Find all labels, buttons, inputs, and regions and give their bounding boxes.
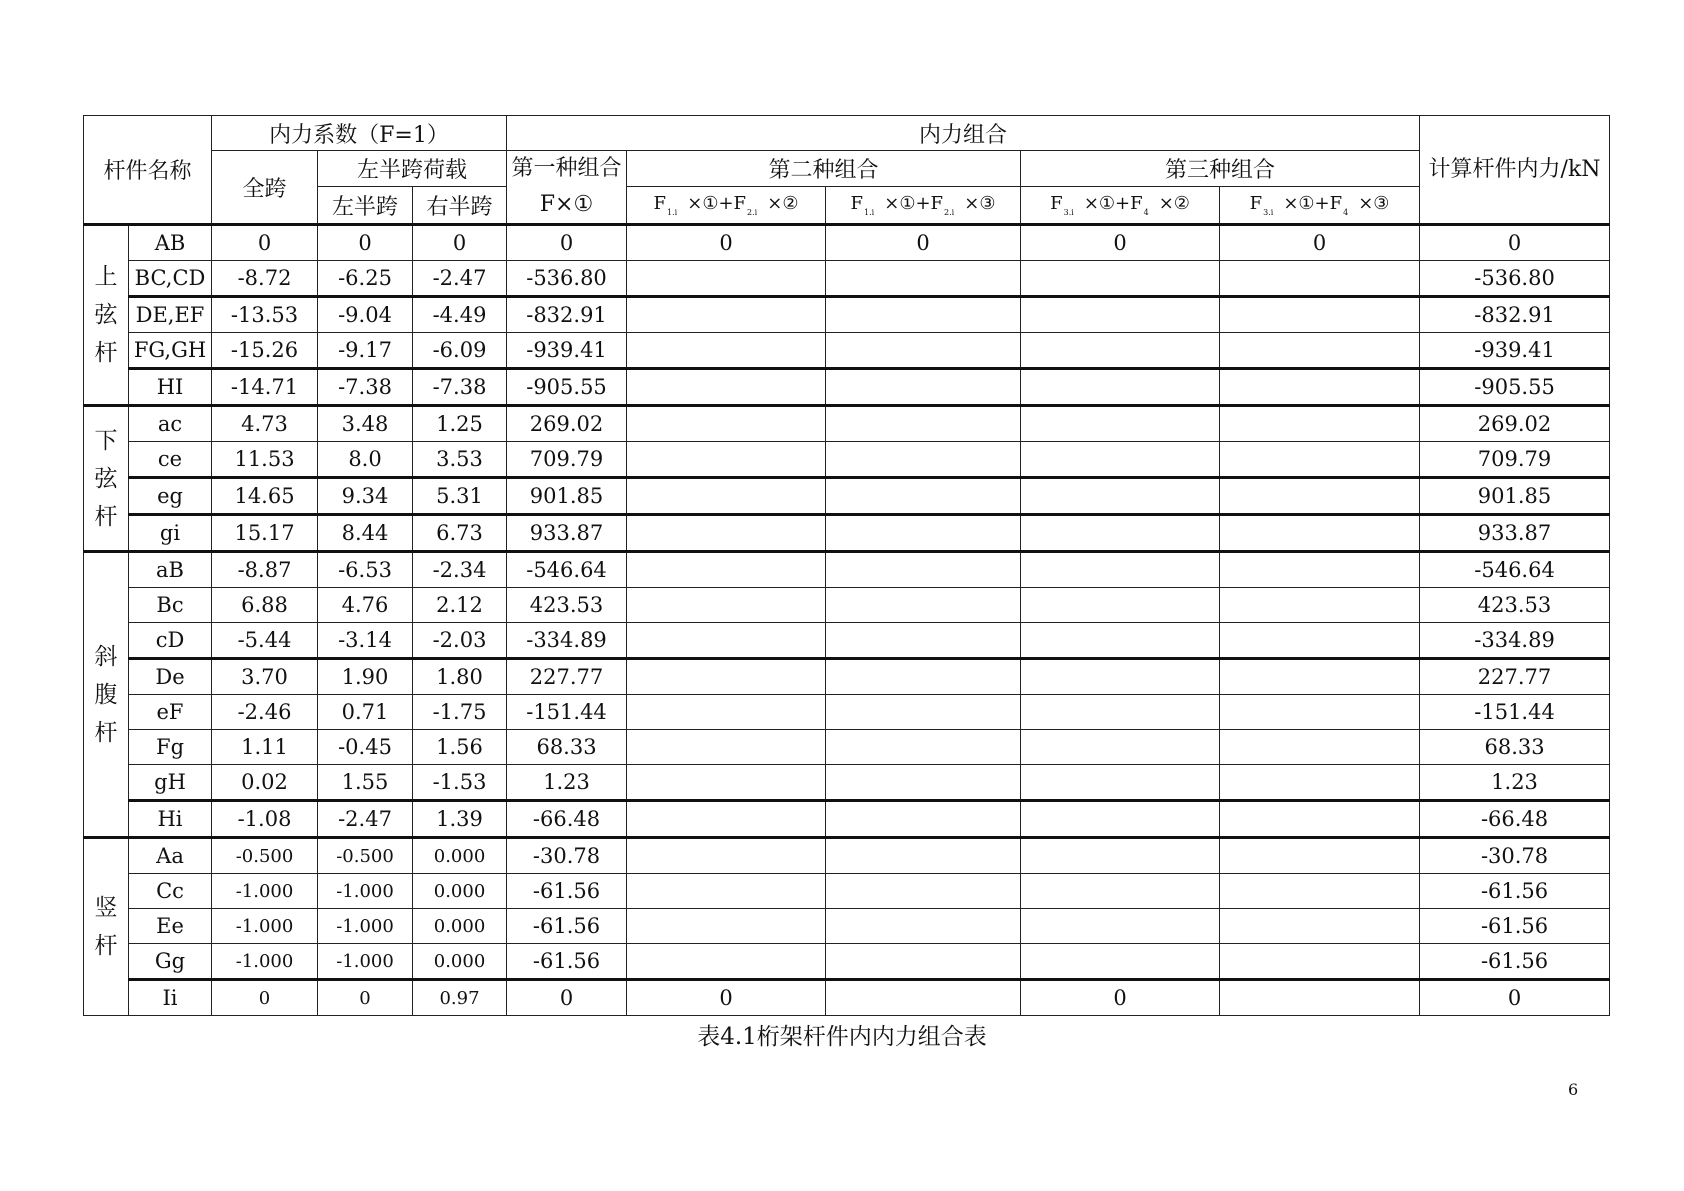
c3b-cell	[1220, 659, 1420, 695]
header-row-2	[84, 151, 1610, 187]
first-cell: -61.56	[507, 909, 627, 944]
c3b-cell	[1220, 588, 1420, 623]
c2b-cell	[826, 874, 1021, 909]
left-half-header: 左半跨	[318, 187, 413, 225]
c2b-cell	[826, 478, 1021, 515]
full-cell: -0.500	[212, 838, 318, 874]
calc-cell: 901.85	[1420, 478, 1610, 515]
full-cell: -14.71	[212, 369, 318, 406]
c3b-cell	[1220, 478, 1420, 515]
full-cell: -1.08	[212, 801, 318, 838]
full-cell: -5.44	[212, 623, 318, 659]
calc-cell: -30.78	[1420, 838, 1610, 874]
right-cell: 6.73	[413, 515, 507, 552]
c2a-cell	[627, 478, 826, 515]
full-cell: 15.17	[212, 515, 318, 552]
full-cell: 0	[212, 980, 318, 1016]
c2a-cell	[627, 909, 826, 944]
calc-cell: 0	[1420, 980, 1610, 1016]
table-row	[84, 261, 1610, 297]
right-cell: 0.000	[413, 909, 507, 944]
first-cell: 227.77	[507, 659, 627, 695]
c3a-cell	[1021, 659, 1220, 695]
c2a-cell	[627, 297, 826, 333]
member-cell: Aa	[129, 838, 212, 874]
member-cell: gi	[129, 515, 212, 552]
c3a-cell	[1021, 801, 1220, 838]
member-cell: Bc	[129, 588, 212, 623]
left-cell: 4.76	[318, 588, 413, 623]
table-row	[84, 406, 1610, 442]
table-row	[84, 659, 1610, 695]
left-cell: 1.90	[318, 659, 413, 695]
left-cell: -6.53	[318, 552, 413, 588]
c3a-cell	[1021, 515, 1220, 552]
c2a-cell	[627, 333, 826, 369]
left-cell: -9.17	[318, 333, 413, 369]
calc-cell: -832.91	[1420, 297, 1610, 333]
right-cell: -2.47	[413, 261, 507, 297]
c2a-cell	[627, 552, 826, 588]
first-cell: -905.55	[507, 369, 627, 406]
table-row	[84, 874, 1610, 909]
c3a-cell	[1021, 874, 1220, 909]
group-label-diagonal: 斜腹杆	[84, 552, 129, 838]
c2b-cell	[826, 297, 1021, 333]
left-half-load-header: 左半跨荷载	[318, 151, 507, 187]
full-cell: 14.65	[212, 478, 318, 515]
left-cell: 8.44	[318, 515, 413, 552]
full-cell: -1.000	[212, 874, 318, 909]
c3b-cell	[1220, 730, 1420, 765]
c3a-cell	[1021, 369, 1220, 406]
right-cell: 1.39	[413, 801, 507, 838]
right-cell: 5.31	[413, 478, 507, 515]
c2a-cell: 0	[627, 980, 826, 1016]
table-row	[84, 944, 1610, 980]
calc-cell: -939.41	[1420, 333, 1610, 369]
full-cell: 1.11	[212, 730, 318, 765]
c2b-cell	[826, 442, 1021, 478]
calc-cell: 709.79	[1420, 442, 1610, 478]
c2a-cell	[627, 588, 826, 623]
c2a-cell	[627, 730, 826, 765]
comb2a-header: $F_{1.i}$ $\times ①+F_{2.i}$ ×②	[627, 187, 826, 225]
right-cell: 2.12	[413, 588, 507, 623]
c2b-cell	[826, 730, 1021, 765]
c2b-cell	[826, 515, 1021, 552]
c2b-cell	[826, 944, 1021, 980]
full-cell: -1.000	[212, 944, 318, 980]
first-cell: 0	[507, 225, 627, 261]
member-cell: BC,CD	[129, 261, 212, 297]
left-cell: -7.38	[318, 369, 413, 406]
full-cell: -1.000	[212, 909, 318, 944]
first-cell: -151.44	[507, 695, 627, 730]
c2a-cell	[627, 623, 826, 659]
table-row	[84, 478, 1610, 515]
c2b-cell	[826, 801, 1021, 838]
calc-cell: -536.80	[1420, 261, 1610, 297]
member-cell: aB	[129, 552, 212, 588]
member-cell: Cc	[129, 874, 212, 909]
c3a-cell	[1021, 765, 1220, 801]
table-row	[84, 623, 1610, 659]
calc-cell: -905.55	[1420, 369, 1610, 406]
group-label-vertical: 竖杆	[84, 838, 129, 1016]
right-cell: -4.49	[413, 297, 507, 333]
c3b-cell	[1220, 838, 1420, 874]
member-cell: gH	[129, 765, 212, 801]
member-cell: Gg	[129, 944, 212, 980]
calc-cell: 227.77	[1420, 659, 1610, 695]
full-cell: -8.87	[212, 552, 318, 588]
table-row	[84, 333, 1610, 369]
member-cell: eg	[129, 478, 212, 515]
member-cell: ac	[129, 406, 212, 442]
left-cell: -2.47	[318, 801, 413, 838]
c2b-cell	[826, 909, 1021, 944]
c2a-cell	[627, 801, 826, 838]
c3b-cell	[1220, 333, 1420, 369]
c3a-cell	[1021, 909, 1220, 944]
c2b-cell	[826, 552, 1021, 588]
c2a-cell	[627, 695, 826, 730]
right-cell: -2.03	[413, 623, 507, 659]
right-cell: -6.09	[413, 333, 507, 369]
c3b-cell	[1220, 623, 1420, 659]
right-cell: -7.38	[413, 369, 507, 406]
right-cell: 3.53	[413, 442, 507, 478]
full-cell: -15.26	[212, 333, 318, 369]
table-row	[84, 442, 1610, 478]
c2b-cell	[826, 838, 1021, 874]
member-cell: FG,GH	[129, 333, 212, 369]
comb2b-header: $F_{1.i}$ $\times ①+F_{2.i}$ ×③	[826, 187, 1021, 225]
c3a-cell	[1021, 552, 1220, 588]
c2b-cell	[826, 980, 1021, 1016]
c3b-cell	[1220, 552, 1420, 588]
second-comb-header: 第二种组合	[627, 151, 1021, 187]
c2a-cell	[627, 406, 826, 442]
left-cell: 0	[318, 225, 413, 261]
calc-cell: -546.64	[1420, 552, 1610, 588]
right-cell: -1.53	[413, 765, 507, 801]
left-cell: 1.55	[318, 765, 413, 801]
full-cell: -2.46	[212, 695, 318, 730]
c3a-cell	[1021, 442, 1220, 478]
right-half-header: 右半跨	[413, 187, 507, 225]
first-cell: 0	[507, 980, 627, 1016]
right-cell: -2.34	[413, 552, 507, 588]
c3b-cell	[1220, 801, 1420, 838]
member-cell: cD	[129, 623, 212, 659]
comb3b-header: $F_{3.i}$ $\times ①+F_4$ ×③	[1220, 187, 1420, 225]
calc-cell: 1.23	[1420, 765, 1610, 801]
calc-cell: -334.89	[1420, 623, 1610, 659]
c3b-cell: 0	[1220, 225, 1420, 261]
c3a-cell	[1021, 297, 1220, 333]
table-row	[84, 980, 1610, 1016]
first-cell: 709.79	[507, 442, 627, 478]
first-cell: -61.56	[507, 874, 627, 909]
left-cell: 0	[318, 980, 413, 1016]
right-cell: 1.80	[413, 659, 507, 695]
page-number: 6	[1568, 1080, 1579, 1099]
comb3a-header: $F_{3.i}$ $\times ①+F_4$ ×②	[1021, 187, 1220, 225]
member-cell: Hi	[129, 801, 212, 838]
calc-cell: -61.56	[1420, 874, 1610, 909]
full-cell: 4.73	[212, 406, 318, 442]
c2b-cell	[826, 333, 1021, 369]
c3b-cell	[1220, 261, 1420, 297]
first-cell: -30.78	[507, 838, 627, 874]
group-label-bottom-chord: 下弦杆	[84, 406, 129, 552]
c2b-cell	[826, 588, 1021, 623]
first-cell: -546.64	[507, 552, 627, 588]
calc-cell: -151.44	[1420, 695, 1610, 730]
first-cell: -536.80	[507, 261, 627, 297]
c2a-cell	[627, 659, 826, 695]
group-label-top-chord: 上弦杆	[84, 225, 129, 406]
left-cell: 0.71	[318, 695, 413, 730]
c2a-cell: 0	[627, 225, 826, 261]
calc-cell: 0	[1420, 225, 1610, 261]
c3a-cell: 0	[1021, 225, 1220, 261]
table-caption: 表4.1桁架杆件内内力组合表	[697, 1024, 987, 1050]
c3b-cell	[1220, 695, 1420, 730]
table-row	[84, 730, 1610, 765]
first-cell: 1.23	[507, 765, 627, 801]
member-cell: ce	[129, 442, 212, 478]
c3b-cell	[1220, 909, 1420, 944]
calc-cell: 933.87	[1420, 515, 1610, 552]
c3b-cell	[1220, 442, 1420, 478]
first-cell: -832.91	[507, 297, 627, 333]
full-cell: 11.53	[212, 442, 318, 478]
left-cell: -0.45	[318, 730, 413, 765]
left-cell: 9.34	[318, 478, 413, 515]
left-cell: -1.000	[318, 909, 413, 944]
left-cell: 3.48	[318, 406, 413, 442]
c2a-cell	[627, 944, 826, 980]
c3b-cell	[1220, 406, 1420, 442]
header-row-1	[84, 116, 1610, 151]
table-row	[84, 369, 1610, 406]
table-row	[84, 801, 1610, 838]
c3a-cell	[1021, 730, 1220, 765]
member-name-header: 杆件名称	[84, 116, 212, 225]
calc-force-header: 计算杆件内力/kN	[1420, 116, 1610, 225]
c3b-cell	[1220, 515, 1420, 552]
c3a-cell	[1021, 944, 1220, 980]
third-comb-header: 第三种组合	[1021, 151, 1420, 187]
left-cell: -6.25	[318, 261, 413, 297]
first-cell: 901.85	[507, 478, 627, 515]
member-cell: De	[129, 659, 212, 695]
table-row	[84, 695, 1610, 730]
c2a-cell	[627, 442, 826, 478]
left-cell: -1.000	[318, 944, 413, 980]
c3a-cell	[1021, 588, 1220, 623]
first-cell: 933.87	[507, 515, 627, 552]
c2a-cell	[627, 261, 826, 297]
left-cell: 8.0	[318, 442, 413, 478]
c3b-cell	[1220, 944, 1420, 980]
first-comb-header: 第一种组合F×①	[507, 151, 627, 225]
table-row	[84, 838, 1610, 874]
full-cell: 0	[212, 225, 318, 261]
full-cell: -13.53	[212, 297, 318, 333]
member-cell: Ii	[129, 980, 212, 1016]
table-row	[84, 588, 1610, 623]
member-cell: AB	[129, 225, 212, 261]
right-cell: 0.97	[413, 980, 507, 1016]
member-cell: eF	[129, 695, 212, 730]
c3b-cell	[1220, 874, 1420, 909]
full-cell: 6.88	[212, 588, 318, 623]
c3a-cell	[1021, 838, 1220, 874]
first-cell: -66.48	[507, 801, 627, 838]
right-cell: 1.25	[413, 406, 507, 442]
c2b-cell	[826, 406, 1021, 442]
c3b-cell	[1220, 980, 1420, 1016]
member-cell: Ee	[129, 909, 212, 944]
first-cell: 269.02	[507, 406, 627, 442]
c3a-cell	[1021, 261, 1220, 297]
full-span-header: 全跨	[212, 151, 318, 225]
member-cell: Fg	[129, 730, 212, 765]
first-cell: -939.41	[507, 333, 627, 369]
calc-cell: -61.56	[1420, 944, 1610, 980]
full-cell: 0.02	[212, 765, 318, 801]
c3a-cell: 0	[1021, 980, 1220, 1016]
combination-header: 内力组合	[507, 116, 1420, 151]
right-cell: 0.000	[413, 944, 507, 980]
first-cell: -61.56	[507, 944, 627, 980]
table-row	[84, 515, 1610, 552]
full-cell: 3.70	[212, 659, 318, 695]
coef-header: 内力系数（F=1）	[212, 116, 507, 151]
right-cell: -1.75	[413, 695, 507, 730]
c2b-cell	[826, 369, 1021, 406]
c3a-cell	[1021, 333, 1220, 369]
c3a-cell	[1021, 478, 1220, 515]
c3b-cell	[1220, 297, 1420, 333]
member-cell: HI	[129, 369, 212, 406]
c2b-cell: 0	[826, 225, 1021, 261]
first-cell: -334.89	[507, 623, 627, 659]
calc-cell: -66.48	[1420, 801, 1610, 838]
calc-cell: -61.56	[1420, 909, 1610, 944]
c3a-cell	[1021, 623, 1220, 659]
first-cell: 423.53	[507, 588, 627, 623]
full-cell: -8.72	[212, 261, 318, 297]
c2b-cell	[826, 659, 1021, 695]
c2b-cell	[826, 261, 1021, 297]
table-row	[84, 552, 1610, 588]
right-cell: 0	[413, 225, 507, 261]
c2b-cell	[826, 765, 1021, 801]
first-cell: 68.33	[507, 730, 627, 765]
left-cell: -0.500	[318, 838, 413, 874]
c2a-cell	[627, 765, 826, 801]
table-row	[84, 297, 1610, 333]
c2b-cell	[826, 695, 1021, 730]
table-row	[84, 225, 1610, 261]
table-row	[84, 765, 1610, 801]
c2a-cell	[627, 369, 826, 406]
c3b-cell	[1220, 765, 1420, 801]
calc-cell: 269.02	[1420, 406, 1610, 442]
member-cell: DE,EF	[129, 297, 212, 333]
left-cell: -9.04	[318, 297, 413, 333]
c2a-cell	[627, 838, 826, 874]
c2a-cell	[627, 515, 826, 552]
right-cell: 0.000	[413, 874, 507, 909]
truss-force-table	[83, 115, 1610, 1016]
right-cell: 1.56	[413, 730, 507, 765]
table-row	[84, 909, 1610, 944]
c3a-cell	[1021, 406, 1220, 442]
c3a-cell	[1021, 695, 1220, 730]
right-cell: 0.000	[413, 838, 507, 874]
left-cell: -1.000	[318, 874, 413, 909]
c3b-cell	[1220, 369, 1420, 406]
c2a-cell	[627, 874, 826, 909]
calc-cell: 423.53	[1420, 588, 1610, 623]
c2b-cell	[826, 623, 1021, 659]
left-cell: -3.14	[318, 623, 413, 659]
calc-cell: 68.33	[1420, 730, 1610, 765]
